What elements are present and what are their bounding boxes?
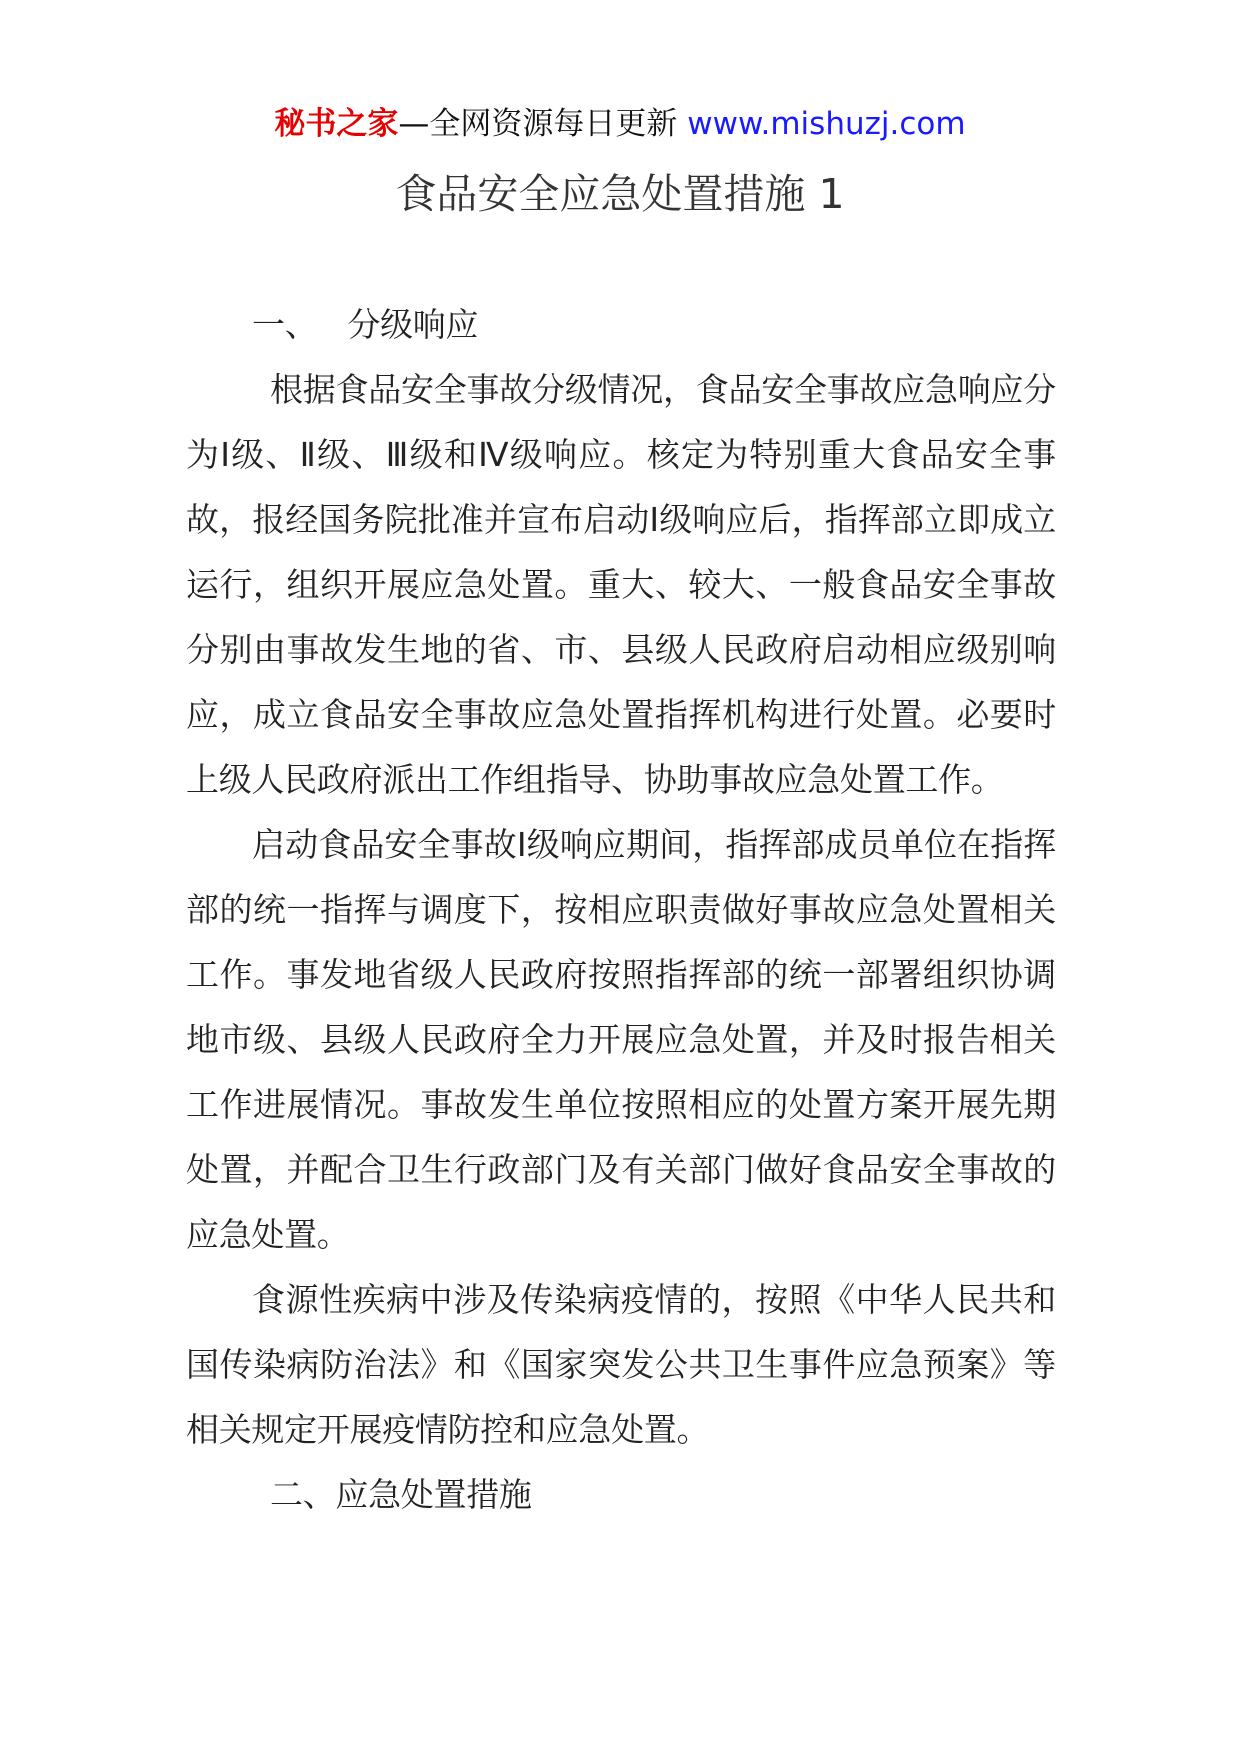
document-body bbox=[186, 292, 1056, 1527]
paragraph-1: 根据食品安全事故分级情况，食品安全事故应急响应分为Ⅰ级、Ⅱ级、Ⅲ级和Ⅳ级响应。核定为特别重大食品安全事故，报经国务院批准并宣布启动Ⅰ级响应后，指挥部立即成立运行，组织开展应急处置。重大、较大、一般食品安全事故分别由事故发生地的省、市、县级人民政府启动相应级别响应，成立食品安全事故应急处置指挥机构进行处置。必要时上级人民政府派出工作组指导、协助事故应急处置工作。 bbox=[186, 370, 1056, 799]
brand-name: 秘书之家 bbox=[274, 106, 399, 142]
section-heading-2: 二、应急处置措施 bbox=[270, 1475, 532, 1514]
paragraph-3: 食源性疾病中涉及传染病疫情的，按照《中华人民共和国传染病防治法》和《国家突发公共卫生事件应急预案》等相关规定开展疫情防控和应急处置。 bbox=[186, 1280, 1056, 1449]
section-1-number: 一、 bbox=[252, 305, 318, 344]
site-header bbox=[0, 104, 1240, 144]
site-url-link[interactable]: www.mishuzj.com bbox=[687, 106, 966, 142]
section-heading-1 bbox=[186, 292, 1056, 357]
section-1-title: 分级响应 bbox=[347, 305, 479, 344]
header-slogan: —全网资源每日更新 bbox=[398, 106, 678, 142]
document-title: 食品安全应急处置措施 1 bbox=[395, 170, 845, 218]
paragraph-2: 启动食品安全事故Ⅰ级响应期间，指挥部成员单位在指挥部的统一指挥与调度下，按相应职责做好事故应急处置相关工作。事发地省级人民政府按照指挥部的统一部署组织协调地市级、县级人民政府全力开展应急处置，并及时报告相关工作进展情况。事故发生单位按照相应的处置方案开展先期处置，并配合卫生行政部门及有关部门做好食品安全事故的应急处置。 bbox=[186, 825, 1056, 1254]
